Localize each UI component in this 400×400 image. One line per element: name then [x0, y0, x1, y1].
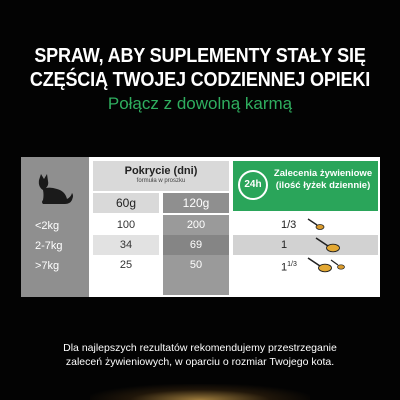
scoop-spoon-icon — [315, 237, 341, 253]
recommendation-title: Zalecenia żywieniowe — [273, 168, 373, 179]
table-cell-60g: 100 — [116, 219, 136, 231]
headline-line-2: CZĘŚCIĄ TWOJEJ CODZIENNEJ OPIEKI — [29, 68, 371, 91]
list-item — [233, 235, 378, 255]
feeding-recommendation-header — [233, 161, 378, 211]
headline-line-1: SPRAW, ABY SUPLEMENTY STAŁY SIĘ — [34, 44, 366, 67]
cat-weight-column — [21, 157, 89, 297]
recommendation-subtitle: (ilość łyżek dziennie) — [275, 180, 371, 191]
column-header-60g: 60g — [93, 193, 159, 213]
scoop-spoon-icon — [307, 257, 347, 273]
table-cell-60g: 34 — [93, 235, 159, 255]
table-cell-120g: 200 — [186, 219, 206, 231]
spoon-count: $1^{1/3}$ — [281, 261, 297, 274]
weight-label: >7kg — [35, 260, 60, 272]
spoon-count: 1 — [281, 239, 288, 251]
list-item — [233, 255, 378, 275]
subheadline: Połącz z dowolną karmą — [107, 94, 293, 113]
scoop-spoon-icon — [307, 217, 325, 231]
coverage-subtitle: formuła w proszku — [136, 178, 186, 184]
table-cell-60g: 25 — [119, 259, 133, 271]
coverage-title: Pokrycie (dni) — [124, 165, 198, 177]
dosage-table — [21, 157, 380, 297]
table-cell-120g: 69 — [163, 235, 229, 255]
weight-label: 2-7kg — [35, 240, 63, 252]
spoon-count: 1/3 — [281, 219, 297, 231]
cat-silhouette-icon — [35, 173, 75, 207]
list-item — [233, 215, 378, 235]
recommendation-note: Dla najlepszych rezultatów rekomendujemy przestrzeganie zaleceń żywieniowych, w oparciu o rozmiar Twojego kota. — [63, 342, 337, 368]
clock-24h-icon: 24h — [238, 170, 268, 200]
column-header-120g: 120g — [163, 193, 229, 213]
coverage-header — [93, 161, 229, 191]
gold-glow-decoration — [90, 384, 310, 400]
table-cell-120g: 50 — [189, 259, 203, 271]
weight-label: <2kg — [35, 220, 60, 232]
